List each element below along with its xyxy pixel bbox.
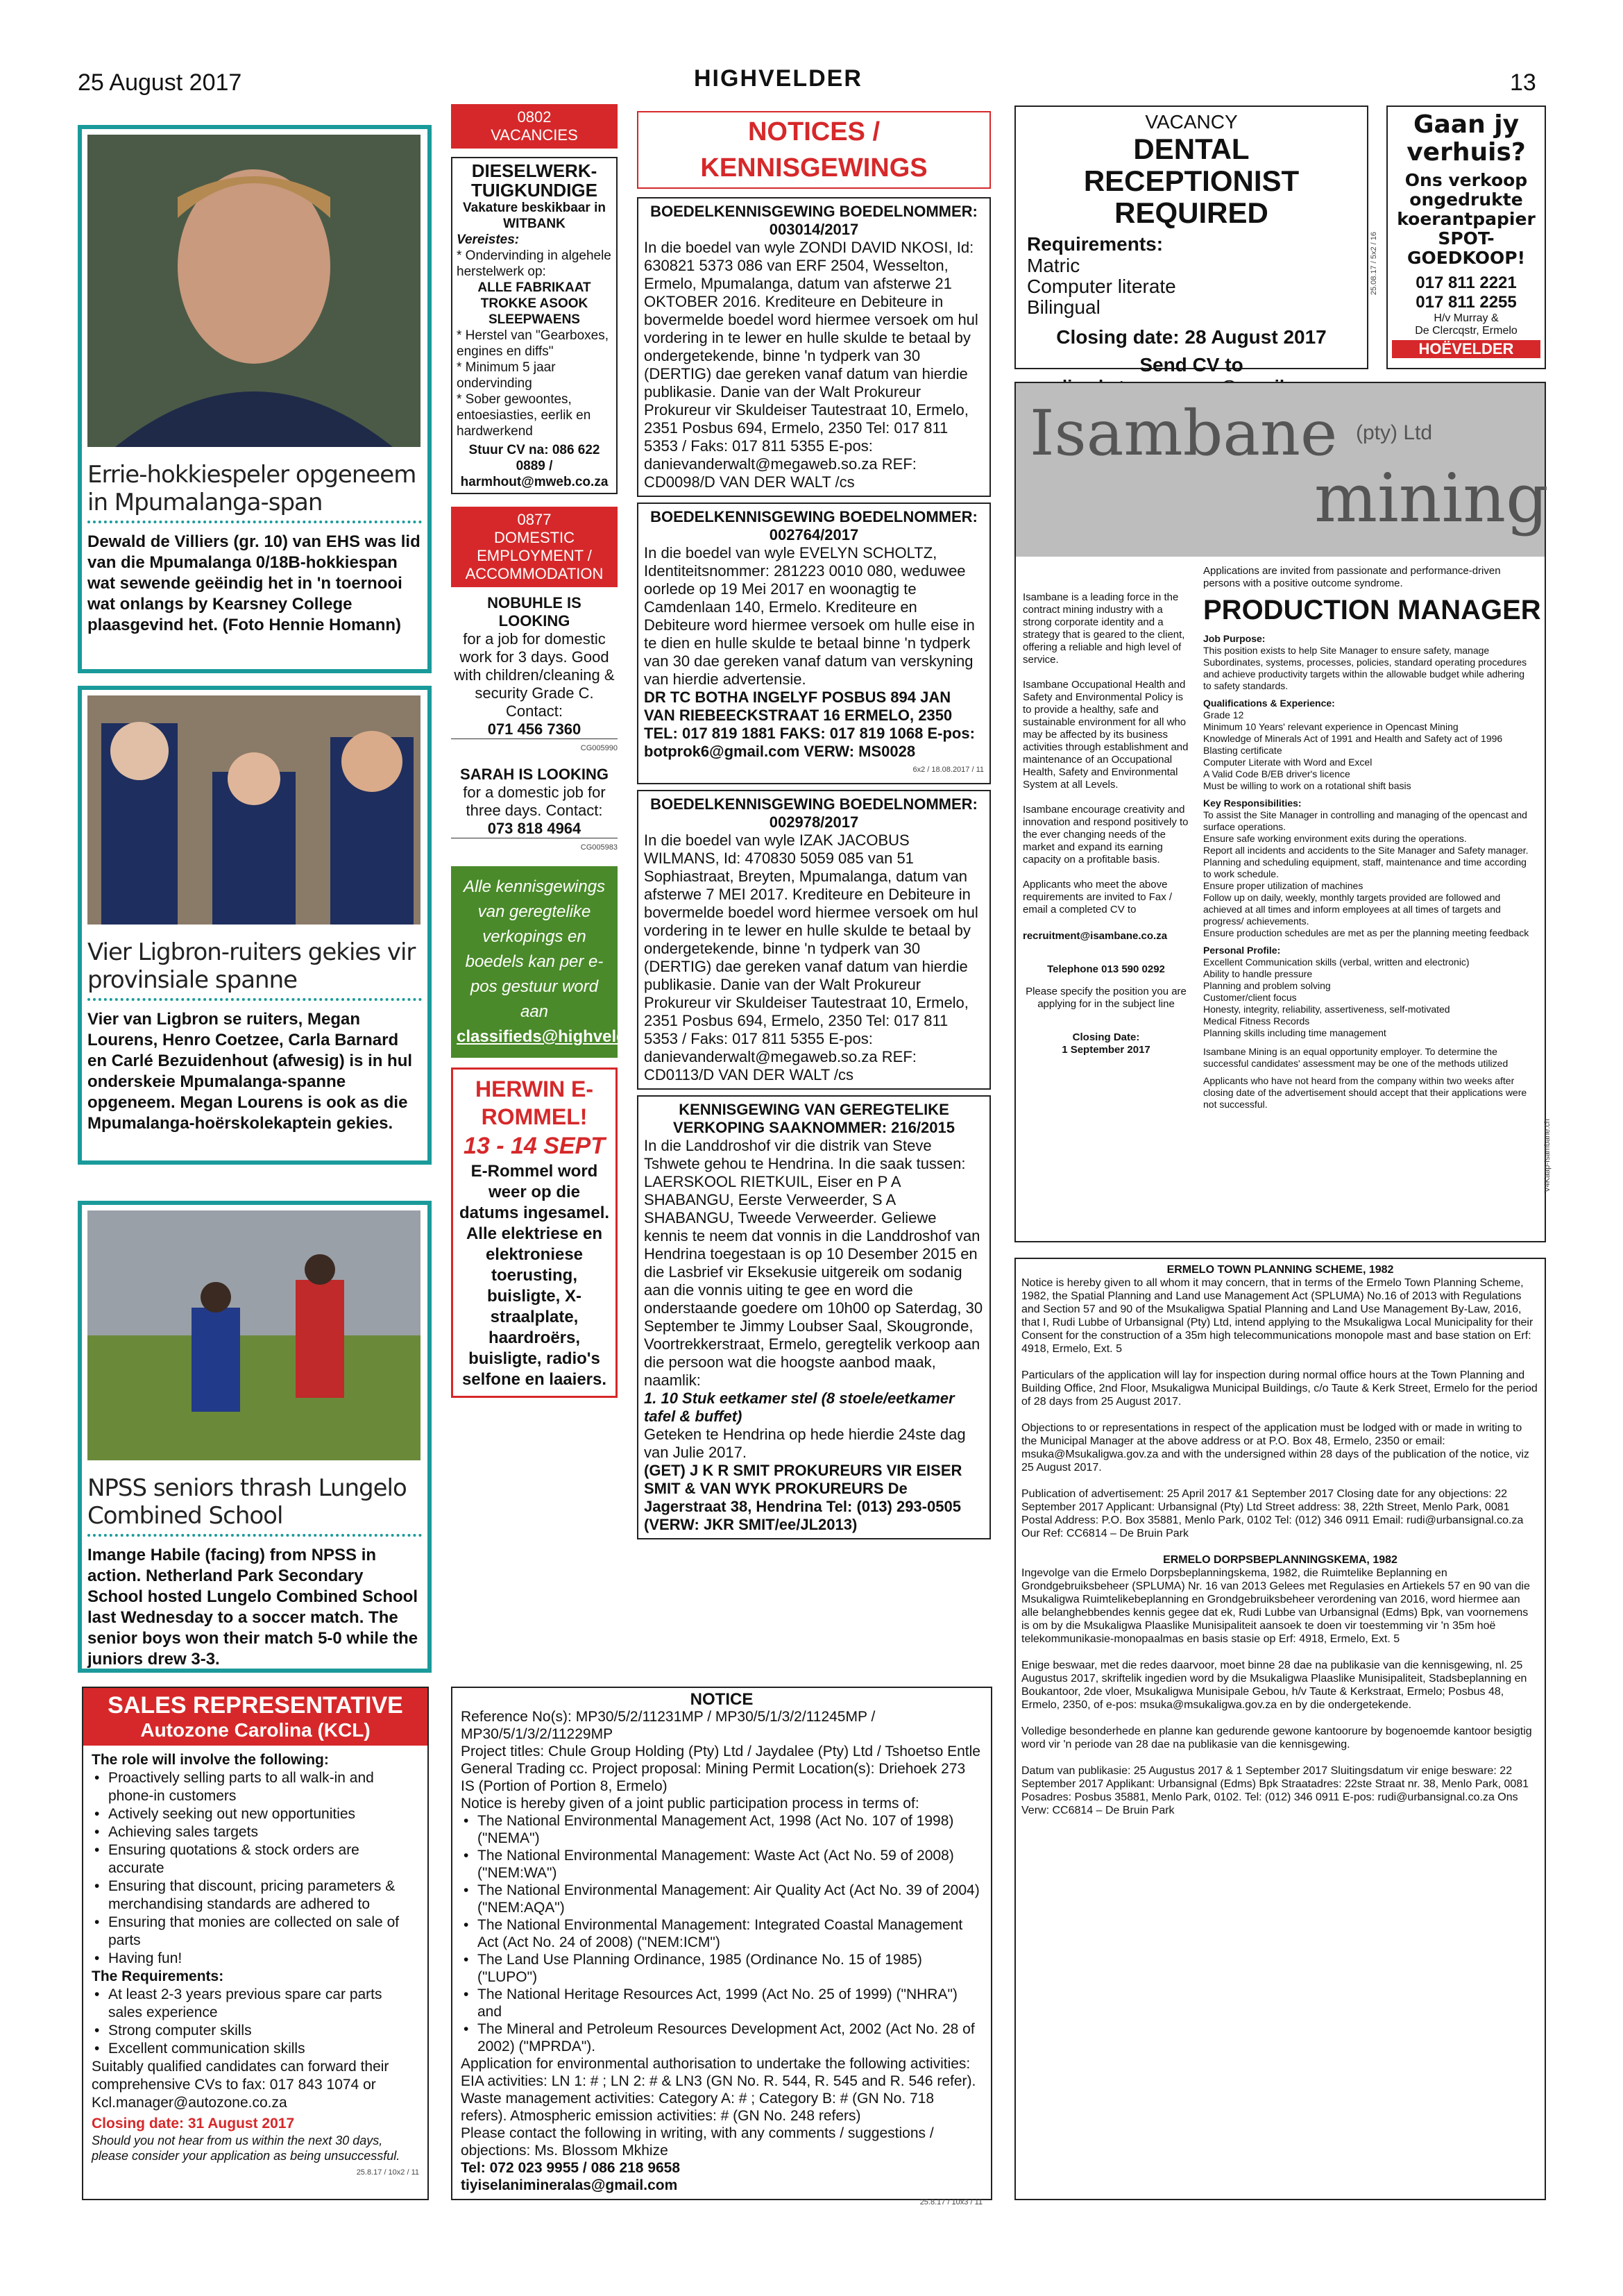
isambane-side: V4Kaap-Isambane.ch bbox=[1543, 1119, 1552, 1192]
dental-side-ref: 25.08.17 / 5x2 / 16 bbox=[1370, 232, 1378, 296]
masthead: HIGHVELDER bbox=[694, 65, 863, 92]
sarah-body: for a domestic job for three days. Contact: bbox=[463, 784, 606, 819]
isambane-unsuccessful: Applicants who have not heard from the company within two weeks after closing date of the advertisement should accept that their applications were not successful. bbox=[1203, 1075, 1527, 1110]
notice-4-title: KENNISGEWING VAN GEREGTELIKE VERKOPING SAAKNOMMER: 216/2015 bbox=[673, 1101, 955, 1136]
isambane-left bbox=[1023, 591, 1189, 1056]
list-item: Blasting certificate bbox=[1203, 745, 1282, 756]
isambane-left-4: Applicants who meet the above requirements are invited to Fax / email a completed CV to bbox=[1023, 879, 1173, 915]
isambane-eq: Isambane Mining is an equal opportunity employer. To determine the successful candidates' assessment may be one of the methods utilized bbox=[1203, 1046, 1509, 1069]
list-item: Ensure production schedules are met as per the planning meeting feedback bbox=[1203, 927, 1529, 938]
diesel-ad bbox=[451, 157, 618, 494]
nobuhle-body: for a job for domestic work for 3 days. Good with children/cleaning & security Grade C. Contact: bbox=[454, 630, 615, 720]
notice-3-body: In die boedel van wyle IZAK JACOBUS WILMANS, Id: 470830 5059 085 van 51 Sophiastraat, Breyten, Mpumalanga, datum van afsterwe 7 MEI 2017. Krediteure en Debiteure in bovermelde boedel word hiermee versoek om hul vordering in te lewer en hulle skulde te betaal by ondergetekende, binne 'n tydperk van 30 (DERTIG) dae gereken vanaf datum van hierdie publikasie. Danie van der Walt Prokureur Prokureur vir Skuldeiser Tautestraat 10, Ermelo, 2351 Posbus 694, Ermelo, 2350 Tel: 017 811 5353 / Faks: 017 811 5355 E-pos: danievanderwalt@megaweb.so.za REF: CD0113/D VAN DER WALT /cs bbox=[644, 832, 978, 1083]
domestic-label: DOMESTIC EMPLOYMENT / ACCOMMODATION bbox=[465, 529, 604, 582]
domestic-code: 0877 bbox=[517, 511, 552, 528]
green-text: Alle kennisgewings van geregtelike verkopings en boedels kan per e-pos gestuur word aan bbox=[463, 877, 606, 1021]
list-item: Computer Literate with Word and Excel bbox=[1203, 757, 1373, 768]
list-item: • The National Environmental Management: Waste Act (Act No. 59 of 2008) ("NEM:WA") bbox=[461, 1847, 983, 1882]
list-item: • Proactively selling parts to all walk-in and phone-in customers bbox=[92, 1769, 419, 1805]
notice-4-item: 1. 10 Stuk eetkamer stel (8 stoele/eetkamer tafel & buffet) bbox=[644, 1390, 955, 1425]
list-item: • Ensuring quotations & stock orders are accurate bbox=[92, 1841, 419, 1877]
sales-title: SALES REPRESENTATIVE bbox=[108, 1692, 403, 1719]
list-item: • Having fun! bbox=[92, 1950, 419, 1968]
isambane-left-2: Isambane Occupational Health and Safety and Environmental Policy is to provide a healthy, safe and sustainable environment for all who may be affected by its business activities through establishment and maintenance of an Occupational Health, Safety and Environmental System at all Levels. bbox=[1023, 679, 1189, 791]
moving-phone: 017 811 2221 bbox=[1416, 273, 1517, 292]
list-item: • Ensuring that discount, pricing parameters & merchandising standards are adhered to bbox=[92, 1877, 419, 1914]
sales-subtitle: Autozone Carolina (KCL) bbox=[140, 1719, 371, 1741]
diesel-sub: Vakature beskikbaar in WITBANK bbox=[463, 201, 606, 231]
story-body-3: Imange Habile (facing) from NPSS in action. Netherland Park Secondary School hosted Lungelo Combined School last Wednesday to a soccer match. The senior boys won their match 5-0 while the juniors drew 3-3. bbox=[87, 1546, 418, 1669]
isambane-resp-heading: Key Responsibilities: bbox=[1203, 797, 1302, 809]
isambane-intro: Applications are invited from passionate and performance-driven persons with a positive outcome syndrome. bbox=[1203, 565, 1501, 589]
diesel-req: Vereistes: bbox=[457, 233, 520, 247]
story-1 bbox=[78, 125, 432, 673]
list-item: Knowledge of Minerals Act of 1991 and Health and Safety act of 1996 bbox=[1203, 733, 1503, 744]
moving-addr: H/v Murray & bbox=[1434, 312, 1499, 324]
moving-logo: HOËVELDER bbox=[1392, 340, 1540, 358]
list-item: Minimum 10 Years' relevant experience in Opencast Mining bbox=[1203, 721, 1459, 732]
story-photo-2 bbox=[87, 695, 420, 925]
dental-title: DENTAL RECEPTIONIST REQUIRED bbox=[1083, 133, 1300, 229]
notice-2-title: BOEDELKENNISGEWING BOEDELNOMMER: 002764/2017 bbox=[650, 508, 978, 543]
issue-date: 25 August 2017 bbox=[78, 69, 242, 96]
moving-addr: De Clercqstr, Ermelo bbox=[1415, 325, 1518, 337]
list-item: Report all incidents and accidents to the Site Manager and Safety manager. bbox=[1203, 845, 1529, 856]
isambane-purpose: This position exists to help Site Manager to ensure safety, manage Subordinates, systems, processes, policies, standard operating procedures and achieve productivity targets within the allowable budget while adhering to safety standards. bbox=[1203, 645, 1527, 691]
herwin-date: 13 - 14 SEPT bbox=[463, 1133, 606, 1159]
isambane-spec: Please specify the position you are applying for in the subject line bbox=[1026, 986, 1187, 1010]
story-title-3: NPSS seniors thrash Lungelo Combined School bbox=[87, 1474, 407, 1530]
town-title-af: ERMELO DORPSBEPLANNINGSKEMA, 1982 bbox=[1163, 1554, 1397, 1566]
isambane-closing-date: 1 September 2017 bbox=[1062, 1044, 1150, 1056]
diesel-line: * Ondervinding in algehele herstelwerk op: bbox=[457, 248, 611, 279]
list-item: • The National Environmental Management: Air Quality Act (Act No. 39 of 2004) ("NEM:AQA") bbox=[461, 1882, 983, 1916]
list-item: Honesty, integrity, reliability, assertiveness, self-motivated bbox=[1203, 1004, 1450, 1015]
notice-1-body: In die boedel van wyle ZONDI DAVID NKOSI, Id: 630821 5373 086 van ERF 2504, Wesselton, Ermelo, Mpumalanga, datum van afsterwe 21 OKTOBER 2016. Krediteure en Debiteure in bovermelde boedel word hiermee versoek om hul vordering in te lewer en hulle skulde te betaal by ondergetekende, binne 'n tydperk van 30 (DERTIG) dae gereken vanaf datum van hierdie publikasie. Danie van der Walt Prokureur Prokureur vir Skuldeiser Tautestraat 10, Ermelo, 2351 Posbus 694, Ermelo, 2350 Tel: 017 811 5353 / Faks: 017 811 5355 E-pos: danievanderwalt@megaweb.so.za REF: CD0098/D VAN DER WALT /cs bbox=[644, 239, 978, 491]
isambane-prof-heading: Personal Profile: bbox=[1203, 945, 1281, 956]
diesel-title: DIESELWERK-TUIGKUNDIGE bbox=[471, 160, 597, 201]
sales-req-list bbox=[92, 1986, 419, 2058]
town-planning bbox=[1014, 1258, 1546, 2200]
diesel-line: * Herstel van "Gearboxes, engines en diffs" bbox=[457, 328, 609, 359]
isambane-role: PRODUCTION MANAGER bbox=[1203, 595, 1541, 625]
story-title-1: Errie-hokkiespeler opgeneem in Mpumalanga-span bbox=[87, 461, 416, 516]
group-photo-image bbox=[87, 695, 420, 925]
dental-closing: Closing date: 28 August 2017 bbox=[1056, 326, 1327, 348]
moving-title: Gaan jy verhuis? bbox=[1407, 110, 1526, 167]
isambane-ad bbox=[1014, 382, 1552, 1242]
mining-notice-ref: Reference No(s): MP30/5/2/11231MP / MP30/5/1/3/2/11245MP / MP30/5/1/3/2/11229MP bbox=[461, 1709, 876, 1742]
story-photo-1 bbox=[87, 135, 420, 447]
list-item: • The National Heritage Resources Act, 1999 (Act No. 25 of 1999) ("NHRA") and bbox=[461, 1986, 983, 2020]
dental-req-label: Requirements: bbox=[1027, 233, 1164, 255]
sales-closing: Closing date: 31 August 2017 bbox=[92, 2116, 295, 2132]
sales-cv: Suitably qualified candidates can forward their comprehensive CVs to fax: 017 843 1074 or Kcl.manager@autozone.co.za bbox=[92, 2059, 389, 2111]
diesel-cv: Stuur CV na: 086 622 0889 / harmhout@mweb.co.za bbox=[460, 443, 609, 489]
isambane-banner bbox=[1016, 383, 1549, 557]
notice-2-body: In die boedel van wyle EVELYN SCHOLTZ, Identiteitsnommer: 281223 0010 080, weduwee oorlede op 19 Mei 2017 en woonagtig te Camdenlaan 140, Ermelo. Krediteure en Debiteure word hiermee versoek om hulle eise in te dien en hulle skulde te betaal binne 'n tydperk van 30 dae gereken vanaf datum van verskyning van hierdie advertensie. bbox=[644, 544, 975, 688]
town-en-2: Particulars of the application will lay for inspection during normal office hours at the Town Planning and Building Office, 2nd Floor, Msukaligwa Municipal Buildings, c/o Taute & Kerk Street, Ermelo for the period of 28 days from 25 August 2017. bbox=[1021, 1369, 1538, 1408]
list-item: Planning skills including time management bbox=[1203, 1027, 1386, 1038]
isambane-purpose-heading: Job Purpose: bbox=[1203, 633, 1266, 644]
herwin-title: HERWIN E-ROMMEL! bbox=[475, 1077, 594, 1129]
isambane-closing: Closing Date: bbox=[1072, 1031, 1140, 1043]
sales-ref: 25.8.17 / 10x2 / 11 bbox=[356, 2168, 419, 2177]
sarah-title: SARAH IS LOOKING bbox=[460, 766, 609, 783]
diesel-line: * Minimum 5 jaar ondervinding bbox=[457, 360, 556, 391]
list-item: • Achieving sales targets bbox=[92, 1823, 419, 1841]
vacancies-label: VACANCIES bbox=[491, 126, 578, 144]
list-item: Customer/client focus bbox=[1203, 992, 1297, 1003]
nobuhle-title: NOBUHLE IS LOOKING bbox=[487, 594, 581, 630]
green-email[interactable]: classifieds@highvelder.co.za bbox=[457, 1027, 688, 1046]
sarah-ref: CG005983 bbox=[451, 838, 618, 856]
town-en-1: Notice is hereby given to all whom it may concern, that in terms of the Ermelo Town Planning Scheme, 1982, the Spatial Planning and Land use Management Act (SPLUMA) No.16 of 2013 with Regulations and Section 57 and 90 of the Msukaligwa Spatial Planning and Land Use Management By-Law, 2016, that I, Rudi Lubbe of Urbansignal (Pty) Ltd, intend applying to the Msukaligwa Local Municipality for their Consent for the construction of a 35m high telecommunications monopole mast and base station on Erf: 4918, Ermelo, Ext. 5 bbox=[1021, 1277, 1533, 1355]
notice-1 bbox=[637, 197, 991, 497]
domestic-header bbox=[451, 507, 618, 587]
isambane-spec-col bbox=[1203, 633, 1529, 1111]
list-item: Planning and problem solving bbox=[1203, 980, 1331, 991]
mining-notice-footref: 25.8.17 / 10x3 / 11 bbox=[919, 2198, 983, 2206]
dental-req: Bilingual bbox=[1027, 296, 1101, 318]
list-item: Ensure safe working environment exits during the operations. bbox=[1203, 833, 1467, 844]
moving-phone: 017 811 2255 bbox=[1416, 293, 1517, 312]
list-item: • The National Environmental Management: Integrated Coastal Management Act (Act No. 24 of 2008) ("NEM:ICM") bbox=[461, 1916, 983, 1951]
sales-role-heading: The role will involve the following: bbox=[92, 1752, 329, 1768]
notice-3-title: BOEDELKENNISGEWING BOEDELNOMMER: 002978/2017 bbox=[650, 795, 978, 831]
notice-4-after: Geteken te Hendrina op hede hierdie 24ste dag van Julie 2017. bbox=[644, 1426, 966, 1461]
dental-vacancy: VACANCY bbox=[1145, 111, 1238, 133]
list-item: Follow up on daily, weekly, monthly targets provided are followed and achieved at all times and inform employees at all times of targets and progress/ achievements. bbox=[1203, 892, 1501, 927]
mining-notice-tel: Tel: 072 023 9955 / 086 218 9658 bbox=[461, 2160, 681, 2176]
mining-notice-contact: Please contact the following in writing, with any comments / suggestions / objections: Ms. Blossom Mkhize bbox=[461, 2125, 934, 2159]
isambane-left-3: Isambane encourage creativity and innovation and respond positively to the ever changing needs of the market and expand its earning capacity on a profitable basis. bbox=[1023, 804, 1189, 866]
list-item: • Excellent communication skills bbox=[92, 2040, 419, 2058]
isambane-left-1: Isambane is a leading force in the contract mining industry with a strong corporate identity and a strategy that is geared to the client, offering a reliable and high level of service. bbox=[1023, 591, 1185, 666]
notice-4-contact: (GET) J K R SMIT PROKUREURS VIR EISER SMIT & VAN WYK PROKUREURS De Jagerstraat 38, Hendrina Tel: (013) 293-0505 (VERW: JKR SMIT/ee/JL2013) bbox=[644, 1462, 962, 1533]
mining-notice-project: Project titles: Chule Group Holding (Pty) Ltd / Jaydalee (Pty) Ltd / Tshoetso Entle General Trading cc. Project proposal: Mining Permit Location(s): Driehoek 273 IS (Portion of Portion 8, Ermelo) bbox=[461, 1744, 980, 1794]
town-af-2: Enige beswaar, met die redes daarvoor, moet binne 28 dae na publikasie van die kennisgewing, nl. 25 Augustus 2017, skriftelik ingedien word by die Msukaligwa Plaaslike Munisipaliteit, Stadsbeplanning en Boukantoor, 2de vloer, Msukaligwa Munisipale Gebou, h/v Taute & Kerkstraat, Ermelo; Posbus 48, Ermelo, 2350, of e-pos: msuka@msukaligwa.gov.za en by die ondergetekende. bbox=[1021, 1660, 1527, 1711]
sarah-ad bbox=[451, 766, 618, 856]
list-item: Medical Fitness Records bbox=[1203, 1015, 1310, 1027]
green-notice bbox=[451, 866, 688, 1058]
isambane-brand: Isambane bbox=[1030, 397, 1338, 470]
mining-notice bbox=[451, 1687, 992, 2206]
vacancies-code: 0802 bbox=[517, 108, 552, 126]
sarah-phone: 073 818 4964 bbox=[487, 820, 581, 837]
dental-req: Computer literate bbox=[1027, 276, 1176, 297]
story-3 bbox=[78, 1201, 432, 1673]
list-item: Ensure proper utilization of machines bbox=[1203, 880, 1363, 891]
notice-4 bbox=[637, 1095, 991, 1539]
moving-body: Ons verkoop ongedrukte koerantpapier SPOT-GOEDKOOP! bbox=[1397, 170, 1536, 268]
list-item: Must be willing to work on a rotational shift basis bbox=[1203, 780, 1411, 791]
story-body-1: Dewald de Villiers (gr. 10) van EHS was lid van die Mpumalanga 0/18B-hokkiespan wat sewende geëindig het in 'n toernooi wat onlangs by Kearsney College plaasgevind het. (Foto Hennie Homann) bbox=[87, 532, 420, 634]
notice-2-contact: DR TC BOTHA INGELYF POSBUS 894 JAN VAN RIEBEECKSTRAAT 16 ERMELO, 2350 TEL: 017 819 1881 FAKS: 017 819 1068 E-pos: botprok6@gmail.com VERW: MS0028 bbox=[644, 689, 975, 760]
notice-2-ref: 6x2 / 18.08.2017 / 11 bbox=[912, 766, 984, 774]
portrait-image bbox=[87, 135, 420, 447]
list-item: To assist the Site Manager in controlling and managing of the opencast and surface operations. bbox=[1203, 809, 1527, 832]
town-en-4: Publication of advertisement: 25 April 2017 &1 September 2017 Closing date for any objections: 22 September 2017 Applicant: Urbansignal (Pty) Ltd Street address: 38, 22th Street, Menlo Park, 0081 Postal Address: P.O. Box 35881, Menlo Park, 0102 Tel: (012) 346 0911 Email: rudi@urbansignal.co.za Our Ref: CC6814 – De Bruin Park bbox=[1021, 1488, 1524, 1539]
notices-heading: NOTICES / KENNISGEWINGS bbox=[637, 111, 991, 189]
list-item: • At least 2-3 years previous spare car parts sales experience bbox=[92, 1986, 419, 2022]
isambane-mining: mining bbox=[1314, 459, 1549, 537]
isambane-qual-heading: Qualifications & Experience: bbox=[1203, 698, 1335, 709]
story-body-2: Vier van Ligbron se ruiters, Megan Lourens, Henro Coetzee, Carla Barnard en Carlé Bezuidenhout (afwesig) is in hul onderskeie Mpumalanga-spanne opgeneem. Megan Lourens is ook as die Mpumalanga-hoërskolekaptein gekies. bbox=[87, 1010, 413, 1133]
mining-notice-title: NOTICE bbox=[690, 1690, 754, 1709]
dental-send: Send CV to bbox=[1139, 354, 1243, 375]
sales-role-list bbox=[92, 1769, 419, 1968]
story-photo-3 bbox=[87, 1210, 420, 1460]
dental-req: Matric bbox=[1027, 255, 1080, 276]
isambane-phone: Telephone 013 590 0292 bbox=[1047, 963, 1165, 975]
diesel-line: * Sober gewoontes, entoesiasties, eerlik en hardwerkend bbox=[457, 392, 591, 439]
list-item: • The Land Use Planning Ordinance, 1985 (Ordinance No. 15 of 1985) ("LUPO") bbox=[461, 1951, 983, 1986]
diesel-line: ALLE FABRIKAAT TROKKE ASOOK SLEEPWAENS bbox=[477, 280, 591, 327]
town-af-1: Ingevolge van die Ermelo Dorpsbeplanningskema, 1982, die Ruimtelike Beplanning en Grondgebruiksbeheer (SPLUMA) Nr. 16 van 2013 Gelees met Regulasies en Artiekels 57 en 90 van die Msukaligwa Ruimtelikebeplanning en Grondgebruiksbeheer verordening van 2016, word hiermee aan alle belanghebbendes kennis gegee dat ek, Rudi Lubbe van Urbansignal (Edms) Bpk, van voornemens is om by die Msukaligwa Plaaslike Munisipaliteit aansoek te doen vir toestemming vir 'n 35m hoë telekommunikasie-monopaalmas en basis stasie op Erf: 4918, Ermelo, Ext. 5 bbox=[1021, 1567, 1530, 1645]
town-af-3: Volledige besonderhede en planne kan gedurende gewone kantoorure by bogenoemde kantoor besigtig word vir 'n periode van 28 dae na publikasie van die kennisgewing. bbox=[1021, 1725, 1532, 1750]
sales-rep-ad bbox=[82, 1687, 429, 2200]
list-item: Grade 12 bbox=[1203, 709, 1244, 720]
isambane-email[interactable]: recruitment@isambane.co.za bbox=[1023, 930, 1168, 942]
list-item: A Valid Code B/EB driver's licence bbox=[1203, 768, 1350, 779]
soccer-photo-image bbox=[87, 1210, 420, 1460]
isambane-pty: (pty) Ltd bbox=[1356, 421, 1433, 444]
mining-notice-email: tiyiselanimineralas@gmail.com bbox=[461, 2177, 678, 2193]
town-en-3: Objections to or representations in respect of the application must be lodged with or made in writing to the Municipal Manager at the above address or at P.O. Box 48, Ermelo, 2350 or email: msuka@Msukaligwa.gov.za and with the undersigned within 28 days of the publication of the notice, viz 25 August 2017. bbox=[1021, 1422, 1529, 1474]
list-item: Ability to handle pressure bbox=[1203, 968, 1313, 979]
story-2 bbox=[78, 686, 432, 1165]
herwin-body: E-Rommel word weer op die datums ingesamel. Alle elektriese en elektroniese toerusting, buisligte, X-straalplate, haardroërs, buisligte, radio's selfone en laaiers. bbox=[459, 1162, 610, 1389]
list-item: Planning and scheduling equipment, staff, maintenance and time according to work schedule. bbox=[1203, 856, 1527, 879]
herwin-ad bbox=[451, 1067, 618, 1398]
list-item: • Ensuring that monies are collected on sale of parts bbox=[92, 1914, 419, 1950]
notice-4-body: In die Landdroshof vir die distrik van Steve Tshwete gehou te Hendrina. In die saak tussen: LAERSKOOL RIETKUIL, Eiser en P A SHABANGU, Eerste Verweerder, S A SHABANGU, Tweede Verweerder. Geliewe kennis te neem dat vonnis in die Landdroshof van Hendrina toegestaan is op 10 Desember 2015 en die Lasbrief vir Eksekusie uitgereik om sodanig aan die vonnis uiting te gee en word die onderstaande goedere om 10h00 op Saterdag, 30 September te Jimmy Loubser Saal, Skougronde, Voortrekkerstraat, Ermelo, geregtelik verkoop aan die persoon wat die hoogste aanbod maak, naamlik: bbox=[644, 1137, 983, 1389]
list-item: Excellent Communication skills (verbal, written and electronic) bbox=[1203, 956, 1470, 968]
story-title-2: Vier Ligbron-ruiters gekies vir provinsiale spanne bbox=[87, 938, 416, 994]
list-item: • The National Environmental Management Act, 1998 (Act No. 107 of 1998) ("NEMA") bbox=[461, 1812, 983, 1847]
notice-3 bbox=[637, 790, 991, 1090]
mining-notice-acts bbox=[461, 1812, 983, 2055]
mining-notice-application: Application for environmental authorisation to undertake the following activities: EIA activities: LN 1: # ; LN 2: # & LN3 (GN No. R. 544, R. 545 and R. 546 refer). Waste management activities: Category A: # ; Category B: # (GN No. 718 refers). Atmospheric emission activities: # (GN No. 248 refers) bbox=[461, 2056, 976, 2124]
page-number: 13 bbox=[1510, 69, 1536, 96]
moving-ad bbox=[1386, 105, 1546, 369]
list-item: • Strong computer skills bbox=[92, 2022, 419, 2040]
nobuhle-phone: 071 456 7360 bbox=[487, 720, 581, 738]
sales-footnote: Should you not hear from us within the next 30 days, please consider your application as being unsuccessful. bbox=[92, 2134, 400, 2163]
notice-1-title: BOEDELKENNISGEWING BOEDELNOMMER: 003014/2017 bbox=[650, 203, 978, 238]
notice-2 bbox=[637, 503, 991, 784]
list-item: • Actively seeking out new opportunities bbox=[92, 1805, 419, 1823]
nobuhle-ad bbox=[451, 594, 618, 757]
nobuhle-ref: CG005990 bbox=[451, 738, 618, 757]
vacancies-header bbox=[451, 104, 618, 149]
dental-ad bbox=[1014, 105, 1378, 375]
town-af-4: Datum van publikasie: 25 Augustus 2017 & 1 September 2017 Sluitingsdatum vir enige besware: 22 September 2017 Applikant: Urbansignal (Edms) Bpk Straatadres: 22ste Straat nr. 38, Menlo Park, 0081 Posadres: Posbus 35881, Menlo Park, 0102. Tel: (012) 346 0911 E-pos: rudi@urbansignal.co.za Ons Verw: CC6814 – De Bruin Park bbox=[1021, 1765, 1529, 1816]
town-title-en: ERMELO TOWN PLANNING SCHEME, 1982 bbox=[1166, 1264, 1394, 1276]
sales-req-heading: The Requirements: bbox=[92, 1968, 224, 1984]
list-item: • The Mineral and Petroleum Resources Development Act, 2002 (Act No. 28 of 2002) ("MPRDA"). bbox=[461, 2020, 983, 2055]
mining-notice-intro: Notice is hereby given of a joint public participation process in terms of: bbox=[461, 1796, 919, 1812]
